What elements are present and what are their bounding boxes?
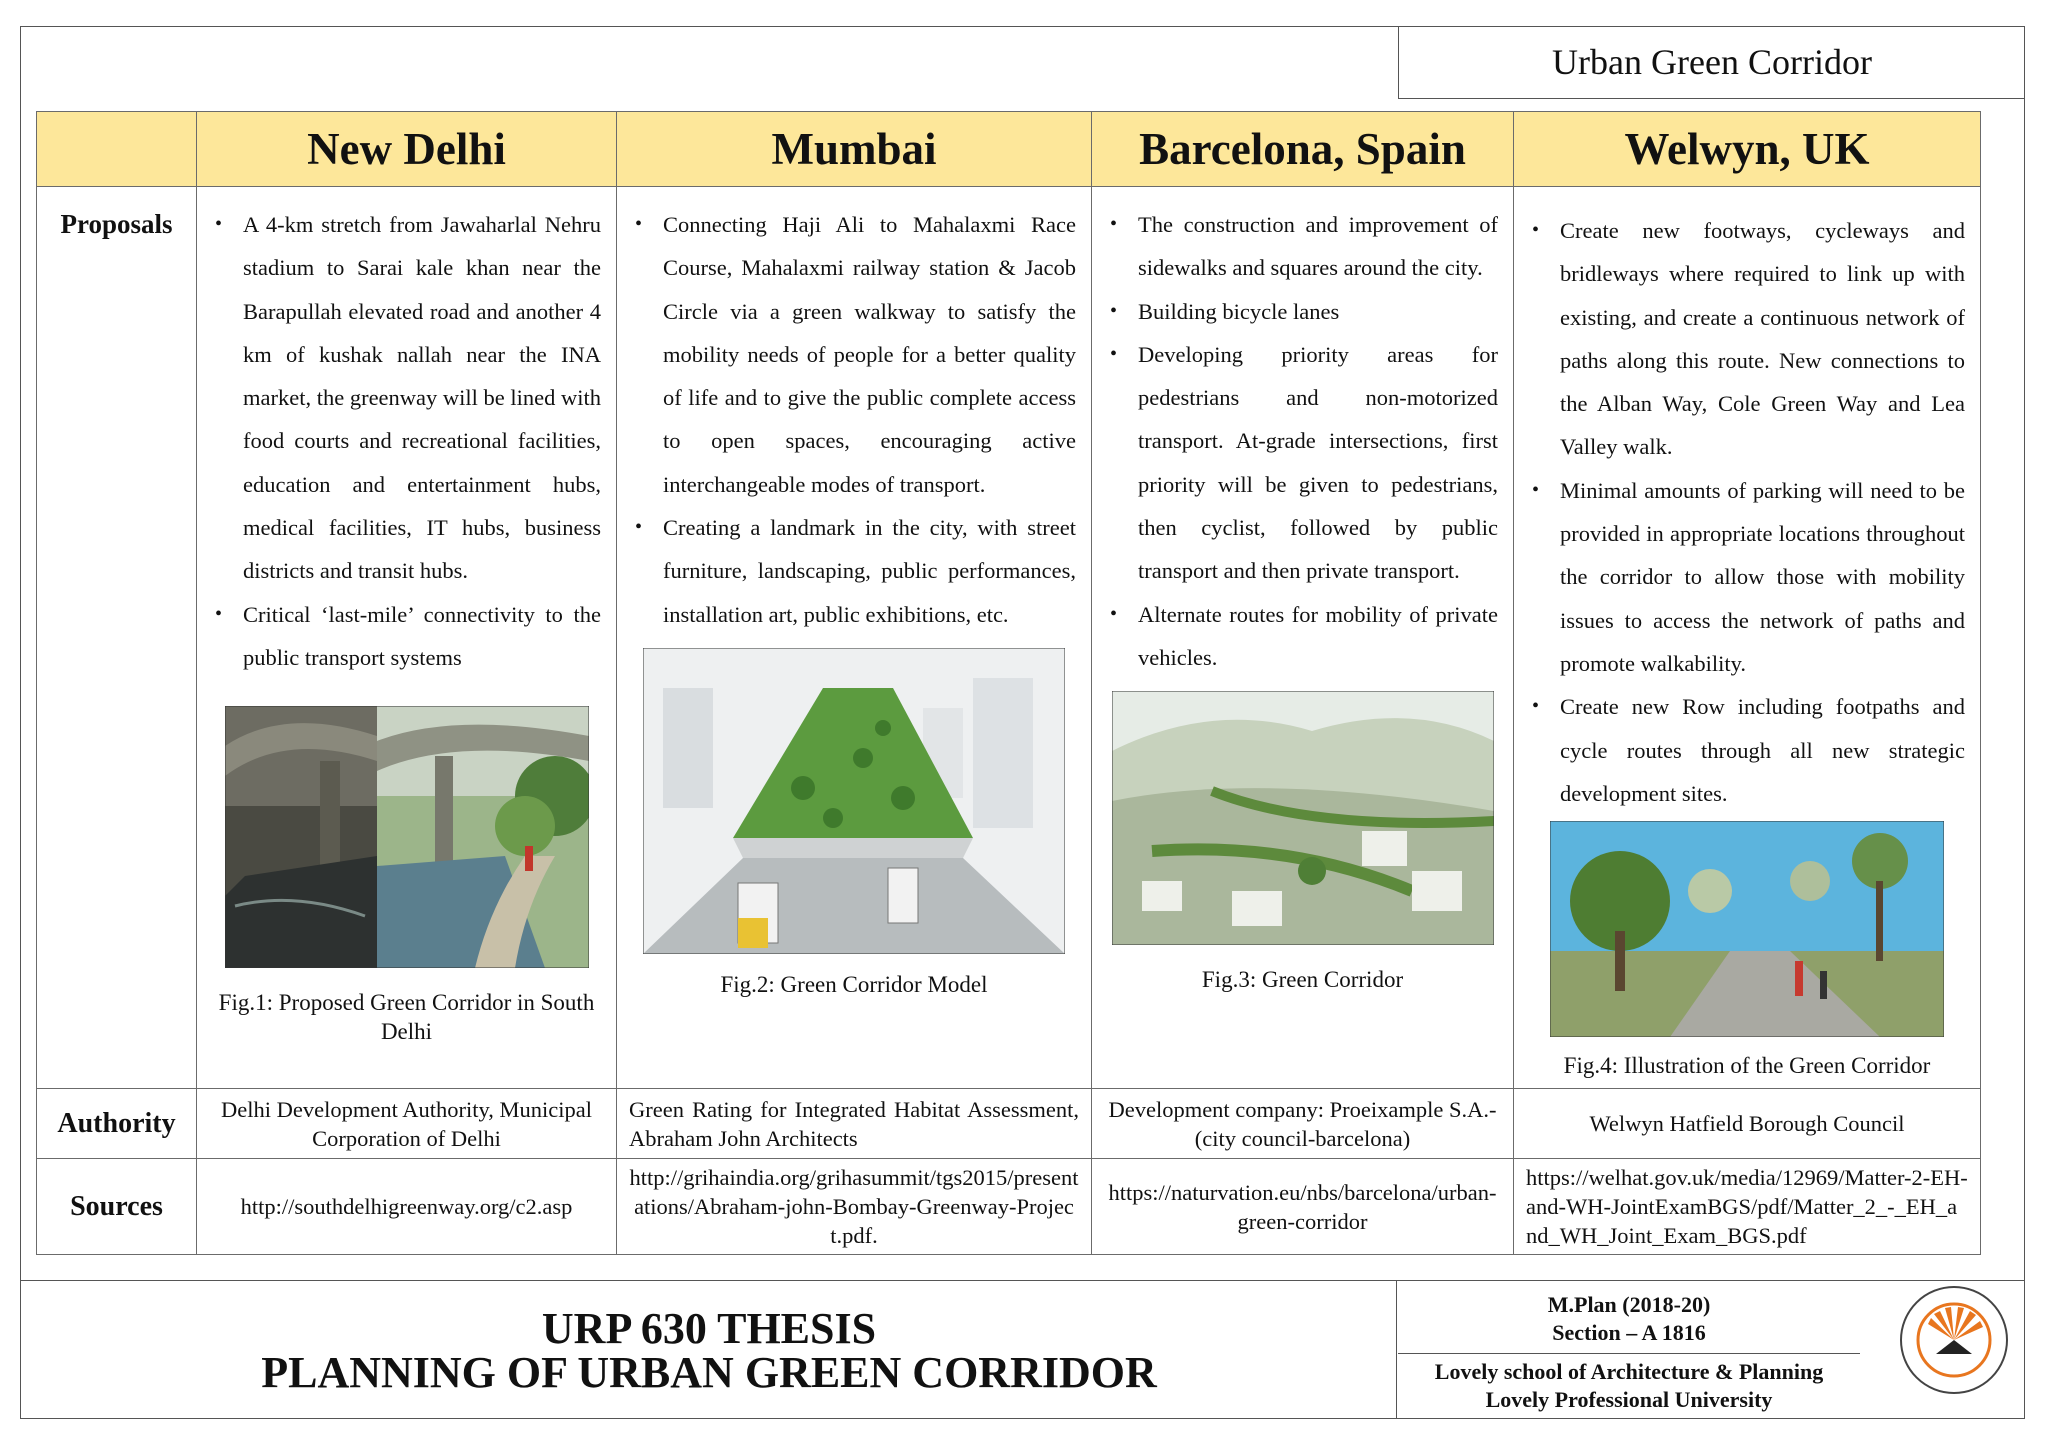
fig4-caption: Fig.4: Illustration of the Green Corridor bbox=[1563, 1053, 1931, 1079]
source-delhi: http://southdelhigreenway.org/c2.asp bbox=[197, 1159, 617, 1255]
institution-info bbox=[1398, 1355, 1860, 1417]
col-header-mumbai: Mumbai bbox=[617, 112, 1092, 187]
row-label-proposals: Proposals bbox=[60, 209, 173, 239]
source-barcelona: https://naturvation.eu/nbs/barcelona/urban-green-corridor bbox=[1092, 1159, 1514, 1255]
title-box bbox=[1398, 26, 2025, 99]
fig1-caption: Fig.1: Proposed Green Corridor in South Delhi bbox=[218, 990, 595, 1045]
footer-title-block bbox=[20, 1282, 1398, 1419]
list-item: • Developing priority areas for pedestrians and non-motorized transport. At-grade intersections, first priority will be given to pedestrians, then cyclist, followed by public transport and then private transport. bbox=[1138, 333, 1498, 593]
list-item: • Critical ‘last-mile’ connectivity to the public transport systems bbox=[243, 593, 601, 680]
col-header-welwyn: Welwyn, UK bbox=[1514, 112, 1981, 187]
authority-row bbox=[37, 1089, 1981, 1159]
list-item: • Minimal amounts of parking will need to be provided in appropriate locations throughout the corridor to allow those with mobility issues to access the network of paths and promote walkability. bbox=[1560, 469, 1965, 685]
fig4-image bbox=[1550, 821, 1944, 1037]
header-blank-cell bbox=[37, 112, 197, 187]
row-label-authority: Authority bbox=[37, 1089, 197, 1159]
row-label-sources: Sources bbox=[37, 1159, 197, 1255]
proposals-mumbai bbox=[617, 187, 1092, 1089]
list-item: • Connecting Haji Ali to Mahalaxmi Race Course, Mahalaxmi railway station & Jacob Circle via a green walkway to satisfy the mobility needs of people for a better quality of life and to give the public complete access to open spaces, encouraging active interchangeable modes of transport. bbox=[663, 203, 1076, 506]
list-item: • A 4-km stretch from Jawaharlal Nehru stadium to Sarai kale khan near the Barapullah elevated road and another 4 km of kushak nallah near the INA market, the greenway will be lined with food courts and recreational facilities, education and entertainment hubs, medical facilities, IT hubs, business districts and transit hubs. bbox=[243, 203, 601, 593]
proposals-barcelona-list bbox=[1092, 187, 1513, 679]
list-item: • Create new Row including footpaths and cycle routes through all new strategic development sites. bbox=[1560, 685, 1965, 815]
col-header-barcelona: Barcelona, Spain bbox=[1092, 112, 1514, 187]
table-header-row bbox=[37, 112, 1981, 187]
fig3-image bbox=[1112, 691, 1494, 945]
list-item: • Creating a landmark in the city, with street furniture, landscaping, public performances, installation art, public exhibitions, etc. bbox=[663, 506, 1076, 636]
footer-divider bbox=[20, 1280, 2025, 1281]
proposals-delhi bbox=[197, 187, 617, 1089]
proposals-welwyn bbox=[1514, 187, 1981, 1089]
source-mumbai: http://grihaindia.org/grihasummit/tgs2015/presentations/Abraham-john-Bombay-Greenway-Project.pdf. bbox=[617, 1159, 1092, 1255]
source-welwyn: https://welhat.gov.uk/media/12969/Matter-2-EH-and-WH-JointExamBGS/pdf/Matter_2_-_EH_and_WH_Joint_Exam_BGS.pdf bbox=[1514, 1159, 1981, 1255]
list-item: • Building bicycle lanes bbox=[1138, 290, 1498, 333]
fig2-caption: Fig.2: Green Corridor Model bbox=[720, 971, 988, 997]
list-item: • Alternate routes for mobility of private vehicles. bbox=[1138, 593, 1498, 680]
program-info bbox=[1398, 1285, 1860, 1354]
proposals-welwyn-list bbox=[1514, 187, 1980, 815]
proposals-barcelona bbox=[1092, 187, 1514, 1089]
sheet-title: Urban Green Corridor bbox=[1552, 42, 1872, 82]
fig2-image bbox=[643, 648, 1065, 954]
school-name: Lovely school of Architecture & Planning bbox=[1434, 1359, 1824, 1384]
list-item: • The construction and improvement of sidewalks and squares around the city. bbox=[1138, 203, 1498, 290]
authority-barcelona: Development company: Proeixample S.A.-(city council-barcelona) bbox=[1092, 1089, 1514, 1159]
university-logo bbox=[1898, 1284, 2010, 1396]
thesis-code: URP 630 THESIS bbox=[541, 1303, 877, 1353]
comparison-table bbox=[36, 111, 1981, 1255]
university-name: Lovely Professional University bbox=[1485, 1387, 1773, 1412]
authority-welwyn: Welwyn Hatfield Borough Council bbox=[1514, 1089, 1981, 1159]
section: Section – A 1816 bbox=[1552, 1320, 1706, 1345]
proposals-delhi-list bbox=[197, 187, 616, 679]
fig1-image bbox=[225, 706, 589, 968]
authority-delhi: Delhi Development Authority, Municipal Corporation of Delhi bbox=[197, 1089, 617, 1159]
col-header-new-delhi: New Delhi bbox=[197, 112, 617, 187]
proposals-row bbox=[37, 187, 1981, 1089]
thesis-title: PLANNING OF URBAN GREEN CORRIDOR bbox=[261, 1347, 1157, 1397]
sources-row bbox=[37, 1159, 1981, 1255]
program: M.Plan (2018-20) bbox=[1547, 1292, 1711, 1317]
list-item: • Create new footways, cycleways and bridleways where required to link up with existing, and create a continuous network of paths along this route. New connections to the Alban Way, Cole Green Way and Lea Valley walk. bbox=[1560, 209, 1965, 469]
fig3-caption: Fig.3: Green Corridor bbox=[1201, 967, 1404, 993]
proposals-mumbai-list bbox=[617, 187, 1091, 636]
authority-mumbai: Green Rating for Integrated Habitat Assessment, Abraham John Architects bbox=[617, 1089, 1092, 1159]
